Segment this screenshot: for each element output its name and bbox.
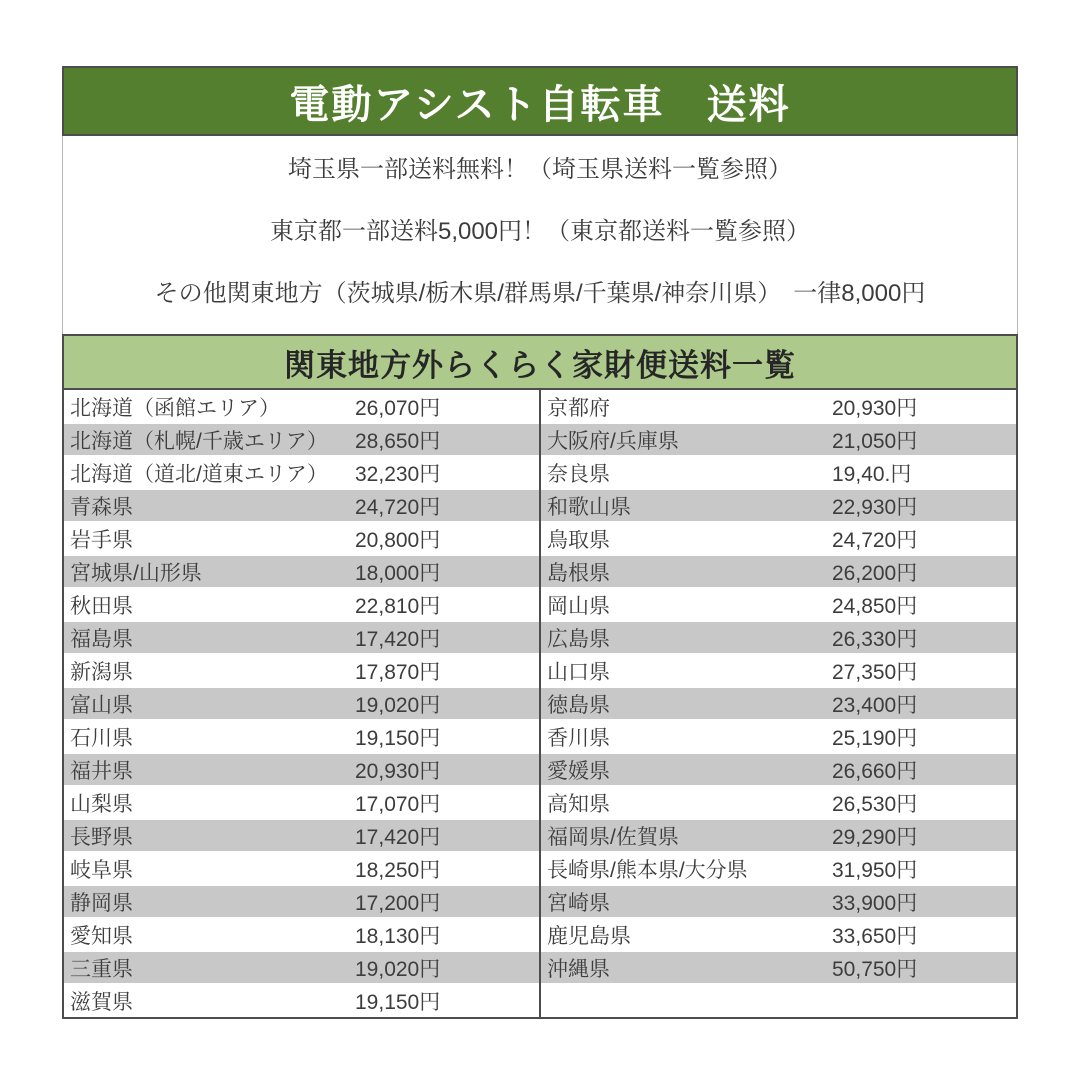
region-cell: 岐阜県 (70, 858, 133, 882)
table-title: 関東地方外らくらく家財便送料一覧 (284, 347, 796, 383)
price-cell: 21,050円 (832, 429, 918, 453)
table-row (64, 456, 539, 489)
region-cell: 岩手県 (70, 528, 133, 552)
table-row (541, 720, 1016, 753)
price-cell: 24,720円 (832, 528, 918, 552)
note-other-kanto: その他関東地方（茨城県/栃木県/群馬県/千葉県/神奈川県） 一律8,000円 (154, 280, 926, 307)
price-cell: 20,800円 (355, 528, 441, 552)
table-row (64, 885, 539, 918)
price-cell: 22,810円 (355, 594, 441, 618)
table-row (541, 654, 1016, 687)
price-cell: 18,000円 (355, 561, 441, 585)
region-cell: 山口県 (547, 660, 610, 684)
price-cell: 19,150円 (355, 726, 441, 750)
table-row (541, 852, 1016, 885)
table-row (541, 786, 1016, 819)
table-row (541, 390, 1016, 423)
region-cell: 沖縄県 (547, 957, 610, 981)
table-row (541, 588, 1016, 621)
table-row (64, 489, 539, 522)
price-cell: 28,650円 (355, 429, 441, 453)
table-row (541, 951, 1016, 984)
table-row (64, 951, 539, 984)
page-title: 電動アシスト自転車 送料 (289, 82, 791, 127)
region-cell: 島根県 (547, 561, 610, 585)
region-cell: 広島県 (547, 627, 610, 651)
price-cell: 24,850円 (832, 594, 918, 618)
region-cell: 徳島県 (547, 693, 610, 717)
price-cell: 19,40.円 (832, 462, 912, 486)
table-row (64, 654, 539, 687)
table-row (64, 687, 539, 720)
price-cell: 19,020円 (355, 693, 441, 717)
price-cell: 23,400円 (832, 693, 918, 717)
region-cell: 静岡県 (70, 891, 133, 915)
region-cell: 鳥取県 (547, 528, 610, 552)
table-row (64, 918, 539, 951)
region-cell: 北海道（道北/道東エリア） (70, 462, 328, 486)
table-left (64, 390, 539, 1017)
region-cell: 富山県 (70, 693, 133, 717)
region-cell: 和歌山県 (547, 495, 631, 519)
table-row (64, 753, 539, 786)
price-cell: 17,420円 (355, 825, 441, 849)
table-row (64, 390, 539, 423)
price-cell: 33,650円 (832, 924, 918, 948)
table-row (64, 621, 539, 654)
price-cell: 17,200円 (355, 891, 441, 915)
price-cell: 26,200円 (832, 561, 918, 585)
region-cell: 香川県 (547, 726, 610, 750)
region-cell: 京都府 (547, 396, 610, 420)
price-cell: 20,930円 (832, 396, 918, 420)
price-cell: 33,900円 (832, 891, 918, 915)
region-cell: 長野県 (70, 825, 133, 849)
region-cell: 青森県 (70, 495, 133, 519)
region-cell: 奈良県 (547, 462, 610, 486)
table-row (64, 852, 539, 885)
table-row (64, 720, 539, 753)
table-row (64, 423, 539, 456)
table-row (541, 918, 1016, 951)
region-cell: 大阪府/兵庫県 (547, 429, 679, 453)
table-row (64, 555, 539, 588)
region-cell: 秋田県 (70, 594, 133, 618)
price-cell: 19,150円 (355, 990, 441, 1014)
price-cell: 24,720円 (355, 495, 441, 519)
price-cell: 27,350円 (832, 660, 918, 684)
table-row (64, 786, 539, 819)
region-cell: 高知県 (547, 792, 610, 816)
shipping-table (62, 390, 1018, 1019)
price-cell: 26,330円 (832, 627, 918, 651)
region-cell: 宮城県/山形県 (70, 561, 202, 585)
table-row (541, 423, 1016, 456)
region-cell: 三重県 (70, 957, 133, 981)
price-cell: 26,660円 (832, 759, 918, 783)
price-cell: 25,190円 (832, 726, 918, 750)
page-title-bar (62, 66, 1018, 136)
note-saitama: 埼玉県一部送料無料！（埼玉県送料一覧参照） (288, 156, 792, 183)
table-row (64, 522, 539, 555)
table-row (541, 753, 1016, 786)
table-row (541, 885, 1016, 918)
region-cell: 愛媛県 (547, 759, 610, 783)
table-row (64, 984, 539, 1017)
note-tokyo: 東京都一部送料5,000円！（東京都送料一覧参照） (269, 218, 811, 245)
price-cell: 31,950円 (832, 858, 918, 882)
table-right (539, 390, 1016, 1017)
table-row (541, 522, 1016, 555)
region-cell: 愛知県 (70, 924, 133, 948)
shipping-sheet (62, 66, 1018, 1019)
table-row (541, 984, 1016, 1017)
price-cell: 17,070円 (355, 792, 441, 816)
region-cell: 宮崎県 (547, 891, 610, 915)
region-cell: 福岡県/佐賀県 (547, 825, 679, 849)
table-row (541, 687, 1016, 720)
price-cell: 26,070円 (355, 396, 441, 420)
table-row (541, 489, 1016, 522)
price-cell: 20,930円 (355, 759, 441, 783)
region-cell: 岡山県 (547, 594, 610, 618)
region-cell: 北海道（函館エリア） (70, 396, 280, 420)
price-cell: 17,420円 (355, 627, 441, 651)
region-cell: 新潟県 (70, 660, 133, 684)
shipping-notes (62, 136, 1018, 334)
price-cell: 17,870円 (355, 660, 441, 684)
table-row (64, 588, 539, 621)
price-cell: 19,020円 (355, 957, 441, 981)
table-row (64, 819, 539, 852)
region-cell: 鹿児島県 (547, 924, 631, 948)
region-cell: 山梨県 (70, 792, 133, 816)
region-cell: 長崎県/熊本県/大分県 (547, 858, 748, 882)
price-cell: 18,130円 (355, 924, 441, 948)
table-row (541, 456, 1016, 489)
region-cell: 石川県 (70, 726, 133, 750)
table-row (541, 621, 1016, 654)
price-cell: 26,530円 (832, 792, 918, 816)
price-cell: 22,930円 (832, 495, 918, 519)
region-cell: 福島県 (70, 627, 133, 651)
price-cell: 18,250円 (355, 858, 441, 882)
region-cell: 北海道（札幌/千歳エリア） (70, 429, 328, 453)
table-row (541, 555, 1016, 588)
price-cell: 50,750円 (832, 957, 918, 981)
table-row (541, 819, 1016, 852)
region-cell: 滋賀県 (70, 990, 133, 1014)
region-cell: 福井県 (70, 759, 133, 783)
price-cell: 29,290円 (832, 825, 918, 849)
price-cell: 32,230円 (355, 462, 441, 486)
table-title-bar (62, 334, 1018, 390)
